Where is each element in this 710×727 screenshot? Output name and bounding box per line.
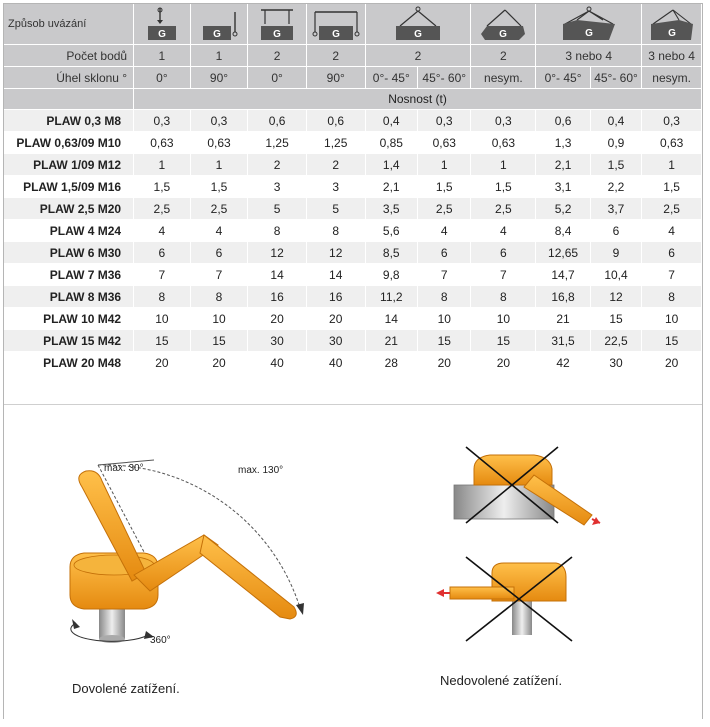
table-row	[4, 154, 702, 176]
capacity-value: 12	[248, 242, 307, 264]
capacity-value: 0,3	[134, 110, 191, 132]
capacity-value: 42	[536, 352, 591, 374]
load-capacity-sheet	[3, 3, 703, 719]
capacity-value: 12	[590, 286, 641, 308]
capacity-value: 9	[590, 242, 641, 264]
capacity-value: 1	[642, 154, 702, 176]
table-row	[4, 220, 702, 242]
capacity-value: 15	[134, 330, 191, 352]
eyebolt-illustration	[4, 405, 702, 719]
capacity-value: 30	[306, 330, 365, 352]
capacity-value: 20	[471, 352, 536, 374]
forbidden-load-drawing	[436, 447, 600, 641]
mass-letter: G	[213, 29, 221, 40]
capacity-value: 1	[418, 154, 471, 176]
table-row	[4, 330, 702, 352]
capacity-value: 20	[190, 352, 248, 374]
forbidden-load-caption: Nedovolené zatížení.	[440, 673, 563, 688]
max-130-label: max. 130°	[238, 465, 284, 476]
capacity-value: 0,63	[471, 132, 536, 154]
angle-cell: 90°	[306, 67, 365, 89]
table-row	[4, 176, 702, 198]
capacity-value: 2,5	[471, 198, 536, 220]
capacity-value: 10	[134, 308, 191, 330]
capacity-value: 2,5	[190, 198, 248, 220]
capacity-value: 31,5	[536, 330, 591, 352]
sling-icon-two-angled	[365, 4, 471, 45]
angle-cell: nesym.	[471, 67, 536, 89]
table-row	[4, 264, 702, 286]
capacity-value: 1,5	[590, 154, 641, 176]
lifting-ring-side	[200, 535, 296, 619]
capacity-value: 14	[248, 264, 307, 286]
capacity-value: 1,5	[190, 176, 248, 198]
capacity-value: 2,1	[536, 154, 591, 176]
capacity-value: 15	[190, 330, 248, 352]
capacity-value: 5,2	[536, 198, 591, 220]
points-cell: 3 nebo 4	[642, 45, 702, 67]
illustration-panel	[4, 404, 702, 719]
capacity-value: 8	[306, 220, 365, 242]
table-row	[4, 352, 702, 374]
capacity-value: 20	[418, 352, 471, 374]
capacity-value: 4	[190, 220, 248, 242]
capacity-value: 6	[590, 220, 641, 242]
capacity-value: 1	[471, 154, 536, 176]
product-name: PLAW 6 M30	[4, 242, 134, 264]
capacity-value: 8	[190, 286, 248, 308]
sling-method-label: Způsob uvázání	[4, 4, 134, 45]
points-cell: 1	[134, 45, 191, 67]
capacity-value: 16,8	[536, 286, 591, 308]
sling-icon-two-vertical	[248, 4, 307, 45]
sling-icon-multi-asym	[642, 4, 702, 45]
capacity-value: 4	[134, 220, 191, 242]
capacity-value: 2,5	[134, 198, 191, 220]
capacity-value: 10,4	[590, 264, 641, 286]
capacity-value: 20	[642, 352, 702, 374]
product-name: PLAW 7 M36	[4, 264, 134, 286]
capacity-value: 1,5	[471, 176, 536, 198]
capacity-value: 3	[248, 176, 307, 198]
capacity-value: 16	[306, 286, 365, 308]
capacity-value: 16	[248, 286, 307, 308]
capacity-value: 0,6	[306, 110, 365, 132]
capacity-value: 0,6	[248, 110, 307, 132]
capacity-value: 8,4	[536, 220, 591, 242]
capacity-value: 0,63	[190, 132, 248, 154]
capacity-value: 0,9	[590, 132, 641, 154]
capacity-value: 0,3	[418, 110, 471, 132]
capacity-value: 1	[134, 154, 191, 176]
sling-icon-two-asym	[471, 4, 536, 45]
sling-icon-multi-angled	[536, 4, 642, 45]
mass-letter: G	[158, 29, 166, 40]
table-row	[4, 308, 702, 330]
table-row	[4, 110, 702, 132]
capacity-value: 0,4	[590, 110, 641, 132]
capacity-value: 2,5	[642, 198, 702, 220]
capacity-value: 5	[248, 198, 307, 220]
capacity-value: 8	[471, 286, 536, 308]
capacity-value: 14	[365, 308, 417, 330]
points-label: Počet bodů	[4, 45, 134, 67]
capacity-value: 21	[365, 330, 417, 352]
product-name: PLAW 20 M48	[4, 352, 134, 374]
capacity-value: 7	[190, 264, 248, 286]
capacity-value: 0,63	[418, 132, 471, 154]
capacity-value: 12,65	[536, 242, 591, 264]
mass-letter: G	[273, 29, 281, 40]
capacity-value: 15	[590, 308, 641, 330]
capacity-value: 15	[471, 330, 536, 352]
capacity-value: 1,5	[642, 176, 702, 198]
sling-method-row	[4, 4, 702, 45]
max-30-label: max. 30°	[104, 463, 144, 474]
mass-letter: G	[414, 29, 422, 40]
capacity-value: 20	[134, 352, 191, 374]
capacity-value: 4	[418, 220, 471, 242]
capacity-value: 3,7	[590, 198, 641, 220]
capacity-value: 2,2	[590, 176, 641, 198]
capacity-value: 10	[642, 308, 702, 330]
capacity-value: 2	[248, 154, 307, 176]
capacity-value: 0,63	[134, 132, 191, 154]
points-cell: 2	[248, 45, 307, 67]
capacity-value: 6	[134, 242, 191, 264]
capacity-value: 14,7	[536, 264, 591, 286]
capacity-value: 30	[590, 352, 641, 374]
capacity-value: 2	[306, 154, 365, 176]
points-cell: 3 nebo 4	[536, 45, 642, 67]
capacity-value: 8	[134, 286, 191, 308]
angle-cell: 0°- 45°	[536, 67, 591, 89]
table-row	[4, 132, 702, 154]
capacity-value: 10	[190, 308, 248, 330]
table-row	[4, 242, 702, 264]
product-name: PLAW 10 M42	[4, 308, 134, 330]
capacity-value: 0,6	[536, 110, 591, 132]
capacity-value: 3,5	[365, 198, 417, 220]
points-cell: 1	[190, 45, 248, 67]
capacity-value: 5	[306, 198, 365, 220]
table-row	[4, 198, 702, 220]
capacity-value: 22,5	[590, 330, 641, 352]
capacity-spacer	[4, 89, 134, 110]
points-cell: 2	[365, 45, 471, 67]
capacity-value: 8,5	[365, 242, 417, 264]
product-name: PLAW 8 M36	[4, 286, 134, 308]
capacity-value: 20	[248, 308, 307, 330]
capacity-value: 0,63	[642, 132, 702, 154]
mass-letter: G	[499, 29, 508, 40]
capacity-value: 8	[418, 286, 471, 308]
capacity-value: 21	[536, 308, 591, 330]
product-name: PLAW 0,3 M8	[4, 110, 134, 132]
capacity-value: 0,4	[365, 110, 417, 132]
capacity-value: 15	[418, 330, 471, 352]
product-name: PLAW 1/09 M12	[4, 154, 134, 176]
product-name: PLAW 1,5/09 M16	[4, 176, 134, 198]
capacity-value: 4	[471, 220, 536, 242]
capacity-value: 8	[248, 220, 307, 242]
capacity-value: 1,25	[248, 132, 307, 154]
capacity-value: 3	[306, 176, 365, 198]
capacity-value: 15	[642, 330, 702, 352]
capacity-value: 7	[134, 264, 191, 286]
capacity-value: 5,6	[365, 220, 417, 242]
product-name: PLAW 15 M42	[4, 330, 134, 352]
load-capacity-table	[4, 4, 702, 374]
capacity-value: 1,25	[306, 132, 365, 154]
capacity-value: 7	[471, 264, 536, 286]
angle-cell: 90°	[190, 67, 248, 89]
capacity-value: 10	[471, 308, 536, 330]
angle-row	[4, 67, 702, 89]
product-name: PLAW 4 M24	[4, 220, 134, 242]
capacity-value: 11,2	[365, 286, 417, 308]
capacity-value: 28	[365, 352, 417, 374]
capacity-value: 10	[418, 308, 471, 330]
capacity-value: 1,5	[134, 176, 191, 198]
points-cell: 2	[306, 45, 365, 67]
capacity-value: 8	[642, 286, 702, 308]
capacity-value: 1,3	[536, 132, 591, 154]
capacity-value: 6	[418, 242, 471, 264]
capacity-row	[4, 89, 702, 110]
mass-letter: G	[331, 29, 340, 40]
sling-icon-single-vertical	[134, 4, 191, 45]
product-name: PLAW 2,5 M20	[4, 198, 134, 220]
rotation-label: 360°	[150, 635, 171, 646]
mass-letter: G	[667, 28, 676, 39]
capacity-value: 2,5	[418, 198, 471, 220]
capacity-value: 2,1	[365, 176, 417, 198]
angle-cell: 45°- 60°	[590, 67, 641, 89]
capacity-value: 20	[306, 308, 365, 330]
capacity-value: 30	[248, 330, 307, 352]
angle-cell: 0°	[248, 67, 307, 89]
capacity-value: 4	[642, 220, 702, 242]
allowed-load-drawing	[70, 460, 304, 646]
sling-icon-two-side	[306, 4, 365, 45]
product-name: PLAW 0,63/09 M10	[4, 132, 134, 154]
points-cell: 2	[471, 45, 536, 67]
capacity-value: 6	[190, 242, 248, 264]
sling-icon-single-side	[190, 4, 248, 45]
capacity-value: 6	[471, 242, 536, 264]
angle-cell: 0°- 45°	[365, 67, 417, 89]
angle-label: Úhel sklonu °	[4, 67, 134, 89]
mass-letter: G	[584, 28, 593, 39]
capacity-label: Nosnost (t)	[134, 89, 702, 110]
angle-cell: 45°- 60°	[418, 67, 471, 89]
angle-cell: nesym.	[642, 67, 702, 89]
capacity-value: 7	[418, 264, 471, 286]
capacity-value: 40	[306, 352, 365, 374]
capacity-value: 12	[306, 242, 365, 264]
capacity-value: 0,3	[190, 110, 248, 132]
capacity-value: 14	[306, 264, 365, 286]
table-row	[4, 286, 702, 308]
capacity-value: 6	[642, 242, 702, 264]
capacity-value: 0,3	[642, 110, 702, 132]
capacity-value: 1,4	[365, 154, 417, 176]
capacity-value: 1	[190, 154, 248, 176]
capacity-value: 7	[642, 264, 702, 286]
capacity-value: 40	[248, 352, 307, 374]
bolt-shank	[99, 605, 125, 639]
capacity-value: 3,1	[536, 176, 591, 198]
points-row	[4, 45, 702, 67]
allowed-load-caption: Dovolené zatížení.	[72, 681, 180, 696]
capacity-value: 1,5	[418, 176, 471, 198]
capacity-value: 0,85	[365, 132, 417, 154]
capacity-value: 9,8	[365, 264, 417, 286]
capacity-value: 0,3	[471, 110, 536, 132]
angle-cell: 0°	[134, 67, 191, 89]
